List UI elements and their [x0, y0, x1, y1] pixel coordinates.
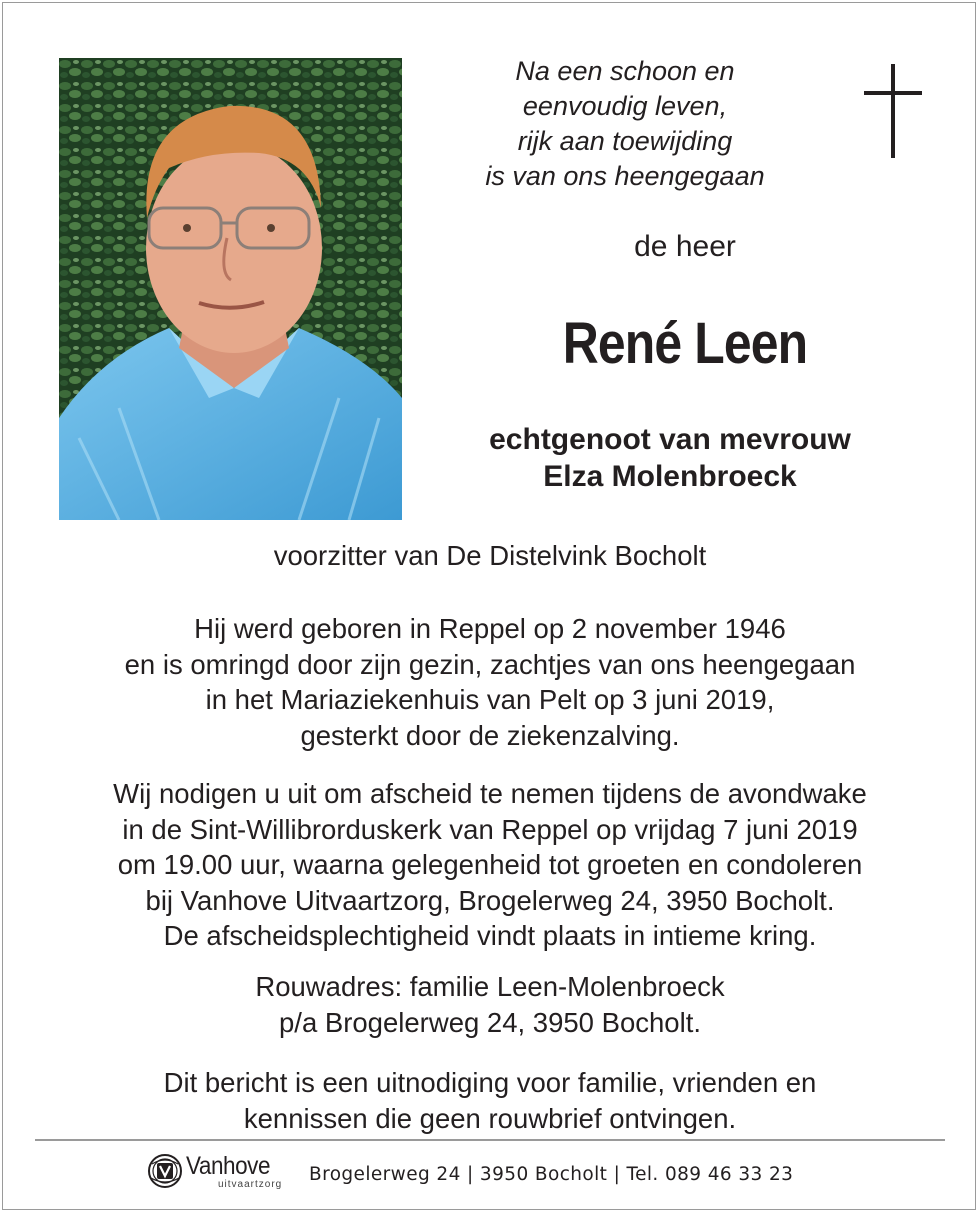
footer-divider: [35, 1139, 945, 1141]
role-line: voorzitter van De Distelvink Bocholt: [273, 540, 707, 571]
spouse-name: Elza Molenbroeck: [543, 460, 797, 493]
paragraph-line: Wij nodigen u uit om afscheid te nemen tijdens de avondwake: [113, 778, 867, 809]
role-text: [30, 538, 950, 574]
paragraph-line: en is omringd door zijn gezin, zachtjes van ons heengegaan: [124, 648, 856, 680]
logo-wordmark: Vanhove: [186, 1152, 271, 1180]
spouse-line: echtgenoot van mevrouw: [489, 423, 851, 456]
logo-emblem-icon: [146, 1152, 184, 1190]
logo-subtitle: uitvaartzorg: [218, 1179, 283, 1190]
paragraph-line: Rouwadres: familie Leen-Molenbroeck: [255, 971, 725, 1002]
vanhove-logo: [146, 1152, 296, 1198]
poem-line: rijk aan toewijding: [517, 126, 733, 156]
paragraph-line: De afscheidsplechtigheid vindt plaats in intieme kring.: [163, 920, 817, 951]
cross-icon: [864, 64, 922, 158]
poem-line: eenvoudig leven,: [522, 91, 728, 121]
footer-contact: Brogelerweg 24 | 3950 Bocholt | Tel. 089 46 33 23: [309, 1164, 794, 1185]
honorific-title: de heer: [634, 230, 736, 263]
birth-paragraph: [30, 611, 950, 753]
deceased-name: René Leen: [562, 311, 808, 376]
spouse-info: [430, 421, 910, 495]
paragraph-line: kennissen die geen rouwbrief ontvingen.: [243, 1102, 737, 1134]
invitation-paragraph: [30, 776, 950, 954]
paragraph-line: Dit bericht is een uitnodiging voor familie, vrienden en: [163, 1067, 817, 1098]
poem-line: is van ons heengegaan: [485, 161, 765, 191]
address-paragraph: [30, 969, 950, 1040]
paragraph-line: gesterkt door de ziekenzalving.: [300, 719, 680, 751]
paragraph-line: bij Vanhove Uitvaartzorg, Brogelerweg 24, 3950 Bocholt.: [145, 884, 835, 916]
poem-line: Na een schoon en: [515, 56, 735, 86]
paragraph-line: Hij werd geboren in Reppel op 2 november 1946: [194, 613, 786, 644]
memorial-poem: [440, 54, 810, 194]
notice-paragraph: [30, 1065, 950, 1136]
paragraph-line: in de Sint-Willibrorduskerk van Reppel op vrijdag 7 juni 2019: [122, 813, 858, 845]
paragraph-line: in het Mariaziekenhuis van Pelt op 3 juni 2019,: [205, 684, 775, 715]
paragraph-line: om 19.00 uur, waarna gelegenheid tot groeten en condoleren: [117, 849, 863, 880]
portrait-photo: [59, 58, 402, 520]
paragraph-line: p/a Brogelerweg 24, 3950 Bocholt.: [279, 1006, 701, 1038]
